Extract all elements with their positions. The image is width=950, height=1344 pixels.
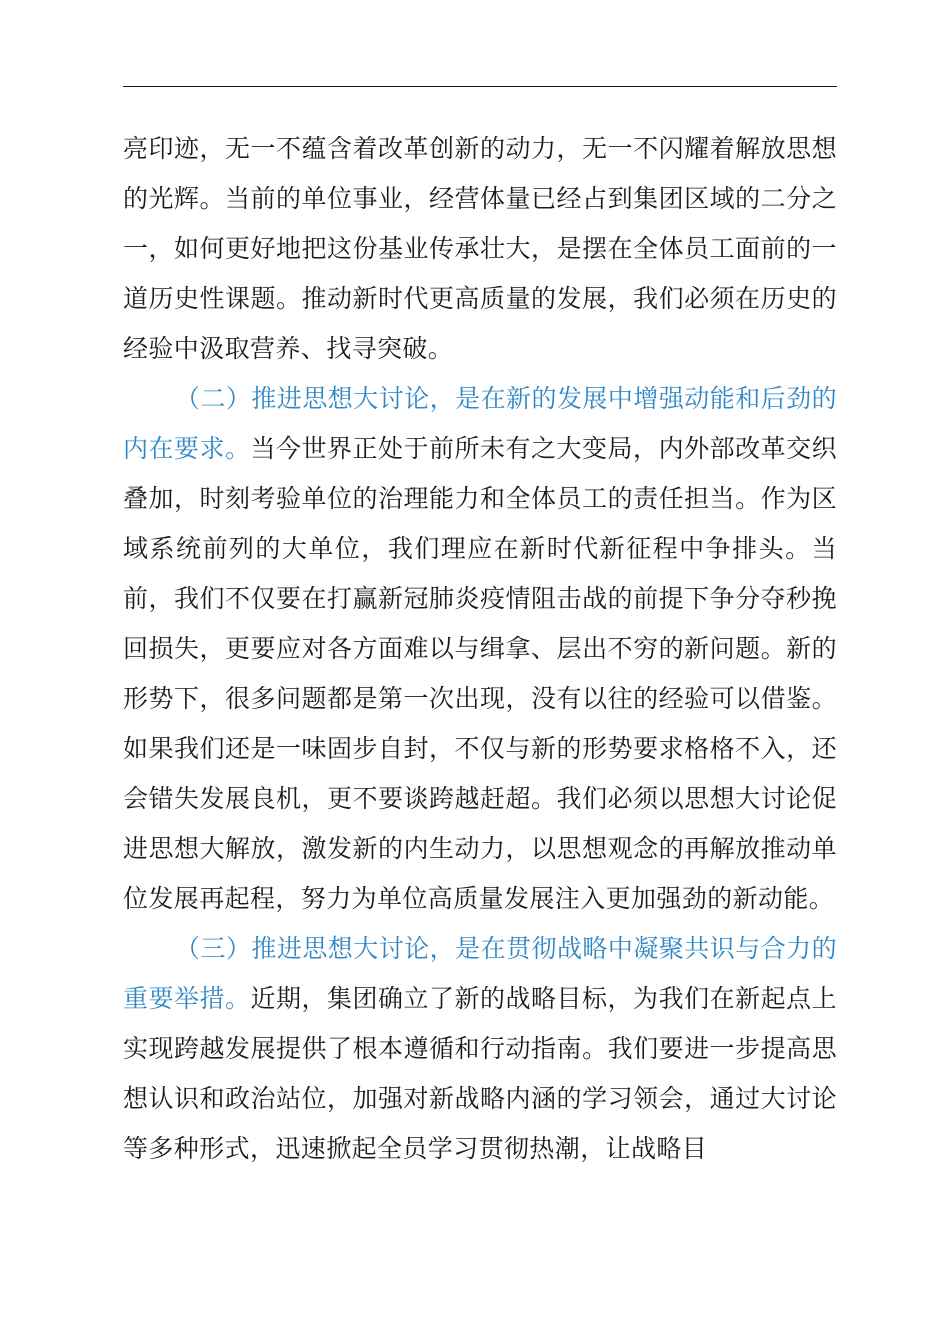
paragraph-text: 近期，集团确立了新的战略目标，为我们在新起点上实现跨越发展提供了根本遵循和行动指南。我们要进一步提高思想认识和政治站位，加强对新战略内涵的学习领会，通过大讨论等多种形式，迅速掀起全员学习贯彻热潮，让战略目 (123, 984, 837, 1163)
section-heading: （三）推进思想大讨论，是在贯彻战略中凝聚共识与合力的重要举措。 (123, 934, 837, 1013)
header-rule (123, 86, 837, 87)
paragraph-text: 当今世界正处于前所未有之大变局，内外部改革交织叠加，时刻考验单位的治理能力和全体员工的责任担当。作为区域系统前列的大单位，我们理应在新时代新征程中争排头。当前，我们不仅要在打赢新冠肺炎疫情阻击战的前提下争分夺秒挽回损失，更要应对各方面难以与缉拿、层出不穷的新问题。新的形势下，很多问题都是第一次出现，没有以往的经验可以借鉴。如果我们还是一味固步自封，不仅与新的形势要求格格不入，还会错失发展良机，更不要谈跨越赶超。我们必须以思想大讨论促进思想大解放，激发新的内生动力，以思想观念的再解放推动单位发展再起程，努力为单位高质量发展注入更加强劲的新动能。 (123, 434, 837, 913)
section-heading: （二）推进思想大讨论，是在新的发展中增强动能和后劲的内在要求。 (123, 384, 837, 463)
paragraph-section-3 (123, 924, 837, 1174)
paragraph-continuation (123, 124, 837, 374)
document-body (123, 124, 837, 1174)
paragraph-text: 亮印迹，无一不蕴含着改革创新的动力，无一不闪耀着解放思想的光辉。当前的单位事业，经营体量已经占到集团区域的二分之一，如何更好地把这份基业传承壮大，是摆在全体员工面前的一道历史性课题。推动新时代更高质量的发展，我们必须在历史的经验中汲取营养、找寻突破。 (123, 134, 837, 363)
paragraph-section-2 (123, 374, 837, 924)
